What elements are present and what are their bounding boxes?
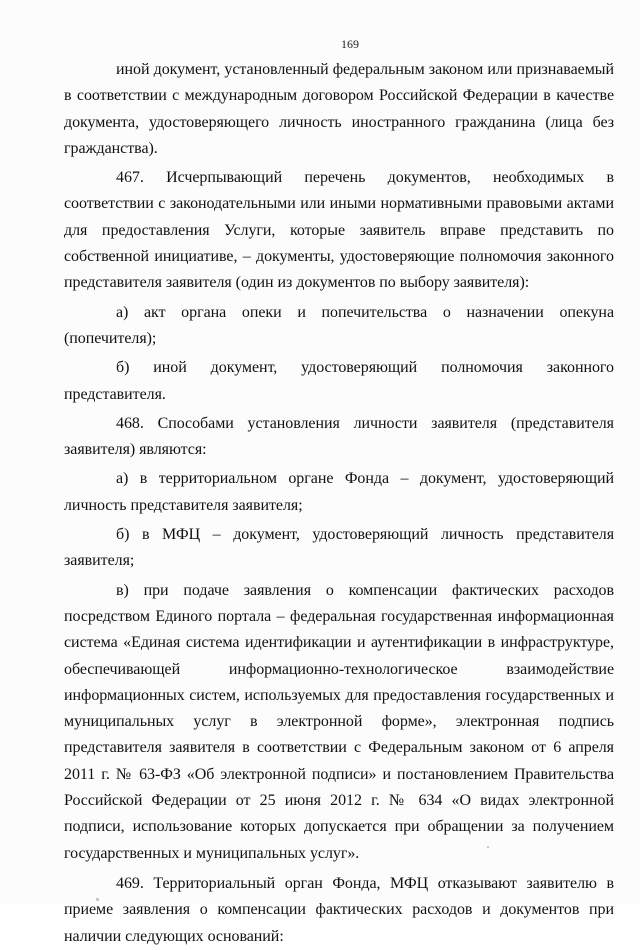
scan-speck (96, 898, 99, 901)
scan-speck (487, 846, 489, 848)
page-number: 169 (341, 37, 359, 51)
paragraph-468-a: а) в территориальном органе Фонда – документ, удостоверяющий личность представителя заявителя; (64, 470, 614, 514)
paragraph-identity-document: иной документ, установленный федеральным законом или признаваемый в соответствии с международным договором Российской Федерации в качестве документа, удостоверяющего личность иностранного гражданина (лица без гражданства). (64, 61, 614, 157)
paragraph-467-a: а) акт органа опеки и попечительства о назначении опекуна (попечителя); (64, 303, 614, 347)
paragraph-468-b: б) в МФЦ – документ, удостоверяющий личность представителя заявителя; (64, 526, 614, 570)
paragraph-468: 468. Способами установления личности заявителя (представителя заявителя) являются: (64, 414, 614, 459)
paragraph-467-b: б) иной документ, удостоверяющий полномочия законного представителя. (64, 359, 614, 403)
paragraph-468-c: в) при подаче заявления о компенсации фактических расходов посредством Единого портала – федеральная государственная информационная система «Единая система идентификации и аутентификации в инфраструктуре, обеспечивающей информационно-технологическое взаимодействие информационных систем, используемых для предоставления государственных и муниципальных услуг в электронной форме», электронная подпись представителя заявителя в соответствии с Федеральным законом от 6 апреля 2011 г. № 63-ФЗ «Об электронной подписи» и постановлением Правительства Российской Федерации от 25 июня 2012 г. № 634 «О видах электронной подписи, использование которых допускается при обращении за получением государственных и муниципальных услуг». (64, 581, 614, 862)
paragraph-469: 469. Территориальный орган Фонда, МФЦ отказывают заявителю в приеме заявления о компенсации фактических расходов и документов при наличии следующих оснований: (64, 874, 614, 945)
document-body (64, 57, 614, 950)
paragraph-467: 467. Исчерпывающий перечень документов, необходимых в соответствии с законодательными или иными нормативными правовыми актами для предоставления Услуги, которые заявитель вправе представить по собственной инициативе, – документы, удостоверяющие полномочия законного представителя заявителя (один из документов по выбору заявителя): (64, 169, 614, 292)
